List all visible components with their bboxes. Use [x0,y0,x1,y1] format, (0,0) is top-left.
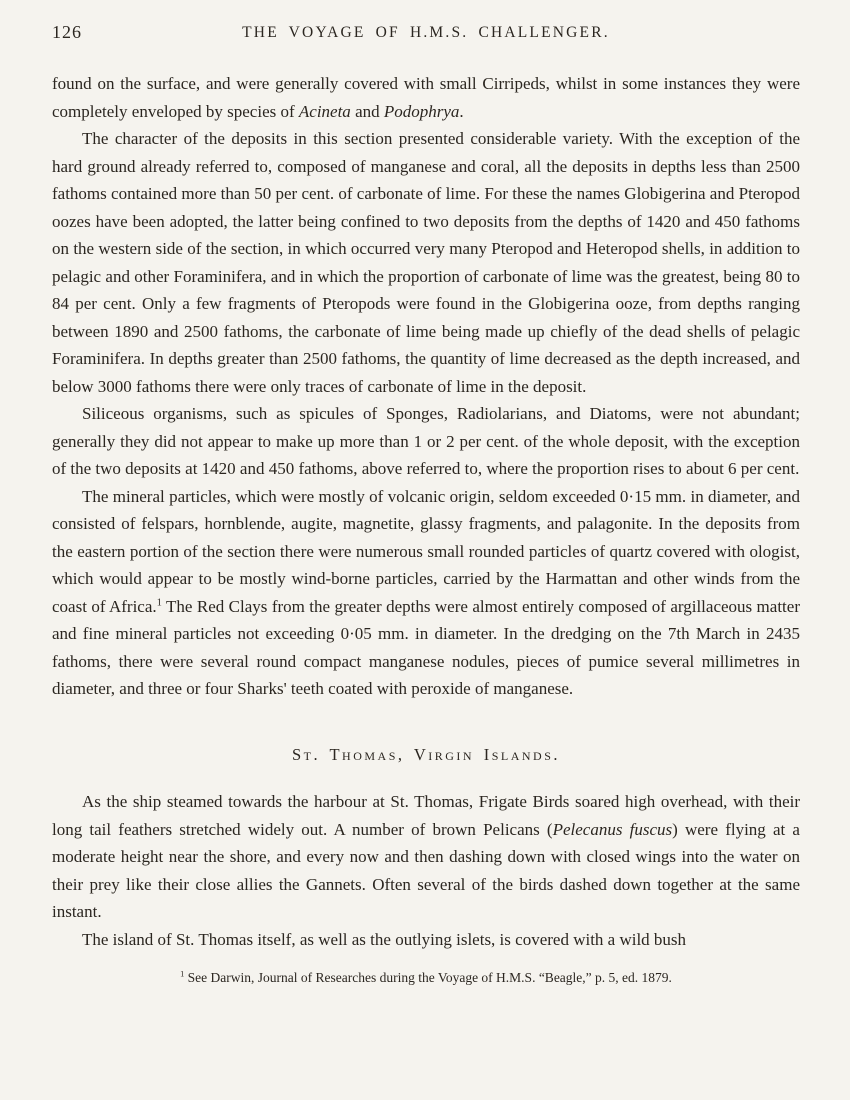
paragraph: Siliceous organisms, such as spicules of Sponges, Radiolarians, and Diatoms, were not abundant; generally they did not appear to make up more than 1 or 2 per cent. of the whole deposit, with the exception of the two deposits at 1420 and 450 fathoms, above referred to, where the proportion rises to about 6 per cent. [52,404,800,478]
page-number: 126 [52,22,82,42]
page-header [52,20,800,58]
section-heading: St. Thomas, Virgin Islands. [292,744,560,764]
footnote: $^1$ See Darwin, Journal of Researches during the Voyage of H.M.S. “Beagle,” p. 5, ed. 1879. [180,969,672,985]
running-title: THE VOYAGE OF H.M.S. CHALLENGER. [242,24,610,41]
paragraph: The character of the deposits in this section presented considerable variety. With the exception of the hard ground already referred to, composed of manganese and coral, all the deposits in depths less than 2500 fathoms contained more than 50 per cent. of carbonate of lime. For these the names Globigerina and Pteropod oozes have been adopted, the latter being confined to two deposits from the depths of 1420 and 450 fathoms on the western side of the section, in which occurred very many Pteropod and Heteropod shells, in addition to pelagic and other Foraminifera, and in which the proportion of carbonate of lime was the greatest, being 80 to 84 per cent. Only a few fragments of Pteropods were found in the Globigerina ooze, from depths ranging between 1890 and 2500 fathoms, the carbonate of lime being made up chiefly of the dead shells of pelagic Foraminifera. In depths greater than 2500 fathoms, the quantity of lime decreased as the depth increased, and below 3000 fathoms there were only traces of carbonate of lime in the deposit. [52,129,800,396]
paragraph: As the ship steamed towards the harbour at St. Thomas, Frigate Birds soared high overhead, with their long tail feathers stretched widely out. A number of brown Pelicans (Pelecanus fuscus) were flying at a moderate height near the shore, and every now and then dashing down with closed wings into the water on their prey like their close allies the Gannets. Often several of the birds dashed down together at the same instant. [52,792,800,921]
page-body [52,70,800,953]
paragraph: found on the surface, and were generally covered with small Cirripeds, whilst in some instances they were completely enveloped by species of Acineta and Podophrya. [52,74,800,121]
paragraph: The island of St. Thomas itself, as well as the outlying islets, is covered with a wild bush [82,929,687,949]
paragraph: The mineral particles, which were mostly of volcanic origin, seldom exceeded 0·15 mm. in diameter, and consisted of felspars, hornblende, augite, magnetite, glassy fragments, and palagonite. In the deposits from the eastern portion of the section there were numerous small rounded particles of quartz covered with ologist, which would appear to be mostly wind-borne particles, carried by the Harmattan and other winds from the coast of Africa.$^1$ The Red Clays from the greater depths were almost entirely composed of argillaceous matter and fine mineral particles not exceeding 0·05 mm. in diameter. In the dredging on the 7th March in 2435 fathoms, there were several round compact manganese nodules, pieces of pumice several millimetres in diameter, and three or four Sharks' teeth coated with peroxide of manganese. [52,486,800,698]
